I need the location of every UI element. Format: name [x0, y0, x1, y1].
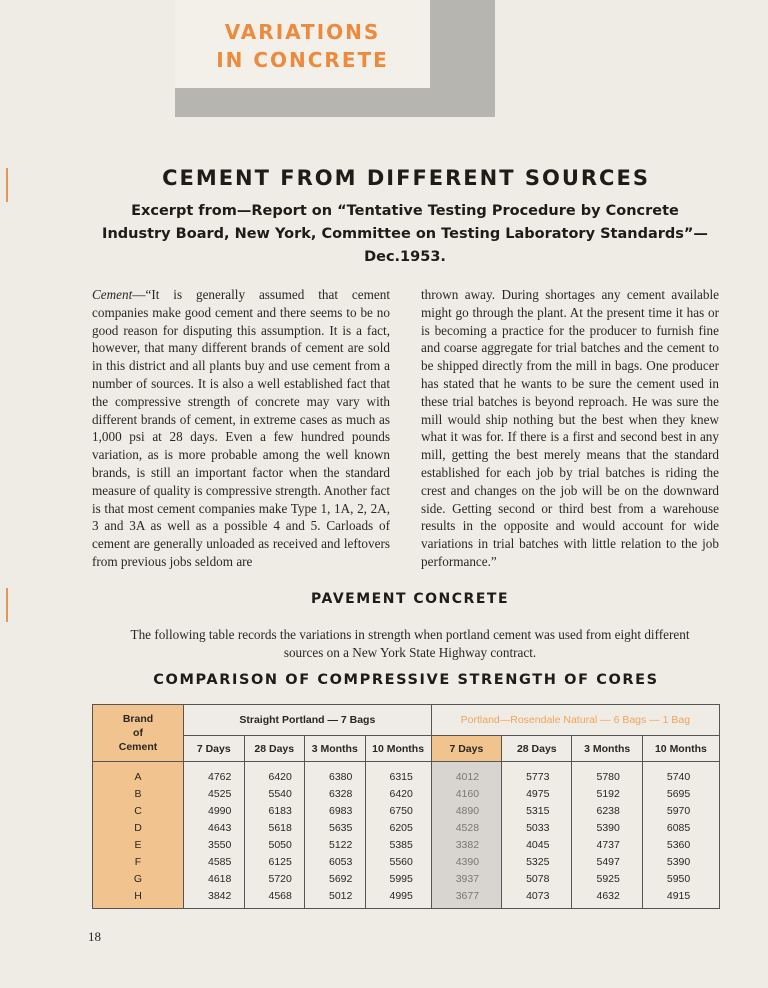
value-cell: 5740	[642, 762, 719, 786]
brand-header-line-2: of	[133, 727, 143, 739]
value-cell: 5560	[365, 853, 431, 870]
column-header: 10 Months	[365, 736, 431, 762]
value-cell: 4585	[184, 853, 245, 870]
column-header: 3 Months	[305, 736, 366, 762]
header-panel	[175, 0, 430, 88]
value-cell: 6315	[365, 762, 431, 786]
value-cell: 4762	[184, 762, 245, 786]
value-cell: 5970	[642, 802, 719, 819]
value-cell: 4073	[502, 887, 572, 909]
table-row	[93, 802, 720, 819]
table-row	[93, 887, 720, 909]
value-cell: 4975	[502, 785, 572, 802]
value-cell: 4528	[431, 819, 501, 836]
value-cell: 6085	[642, 819, 719, 836]
value-cell: 5050	[244, 836, 305, 853]
value-cell: 5780	[572, 762, 642, 786]
value-cell: 6420	[244, 762, 305, 786]
strength-table	[92, 704, 720, 909]
value-cell: 3842	[184, 887, 245, 909]
column-header: 7 Days	[431, 736, 501, 762]
value-cell: 5033	[502, 819, 572, 836]
value-cell: 5950	[642, 870, 719, 887]
brand-cell: F	[93, 853, 184, 870]
value-cell: 5325	[502, 853, 572, 870]
value-cell: 4390	[431, 853, 501, 870]
value-cell: 3550	[184, 836, 245, 853]
table-body	[93, 762, 720, 909]
column-header: 10 Months	[642, 736, 719, 762]
value-cell: 5635	[305, 819, 366, 836]
value-cell: 5390	[642, 853, 719, 870]
value-cell: 5315	[502, 802, 572, 819]
value-cell: 5618	[244, 819, 305, 836]
page-number: 18	[88, 929, 101, 944]
value-cell: 4160	[431, 785, 501, 802]
brand-header-line-1: Brand	[122, 713, 154, 725]
pavement-heading: PAVEMENT CONCRETE	[310, 591, 510, 607]
column-header: 3 Months	[572, 736, 642, 762]
value-cell: 5540	[244, 785, 305, 802]
table-row	[93, 785, 720, 802]
brand-header-line-3: Cement	[118, 741, 158, 753]
table-row	[93, 762, 720, 786]
value-cell: 4012	[431, 762, 501, 786]
value-cell: 3937	[431, 870, 501, 887]
value-cell: 5692	[305, 870, 366, 887]
value-cell: 5995	[365, 870, 431, 887]
article-column-left	[92, 286, 390, 571]
value-cell: 4995	[365, 887, 431, 909]
value-cell: 5078	[502, 870, 572, 887]
value-cell: 6183	[244, 802, 305, 819]
brand-cell: E	[93, 836, 184, 853]
column-header-row	[93, 736, 720, 762]
value-cell: 6238	[572, 802, 642, 819]
brand-cell: D	[93, 819, 184, 836]
table-row	[93, 836, 720, 853]
brand-cell: A	[93, 762, 184, 786]
value-cell: 6983	[305, 802, 366, 819]
value-cell: 4990	[184, 802, 245, 819]
value-cell: 5012	[305, 887, 366, 909]
value-cell: 6053	[305, 853, 366, 870]
article-subtitle: Excerpt from—Report on “Tentative Testing Procedure by Concrete Industry Board, New York, Committee on Testing Laboratory Standards”—Dec.1953.	[102, 203, 708, 265]
section-title	[175, 18, 430, 74]
value-cell: 3382	[431, 836, 501, 853]
value-cell: 4643	[184, 819, 245, 836]
value-cell: 5385	[365, 836, 431, 853]
value-cell: 4045	[502, 836, 572, 853]
value-cell: 4890	[431, 802, 501, 819]
article-column-right: thrown away. During shortages any cement available might go through the plant. At the present time it has or is becoming a practice for the producer to furnish fine and coarse aggregate for trial batches and the cement to be shipped directly from the mill in bags. One producer has stated that he wants to be sure the cement used in these trial batches is beyond reproach. He was sure the mill would ship nothing but the best when they knew what it was for. If there is a first and second best in any mill, getting the best merely means that the standard established for each job by trial batches is riding the crest and changes on the job will be on the downward side. Getting second or third best from a warehouse results in the opposite and would account for wide variations in trial batches with little relation to the job performance.”	[421, 287, 719, 569]
section-title-line-2: IN CONCRETE	[216, 48, 389, 72]
table-row	[93, 853, 720, 870]
value-cell: 5695	[642, 785, 719, 802]
value-cell: 5925	[572, 870, 642, 887]
value-cell: 5497	[572, 853, 642, 870]
table-title: COMPARISON OF COMPRESSIVE STRENGTH OF CORES	[153, 672, 659, 688]
value-cell: 5720	[244, 870, 305, 887]
value-cell: 6205	[365, 819, 431, 836]
article-title: CEMENT FROM DIFFERENT SOURCES	[162, 166, 650, 190]
value-cell: 5390	[572, 819, 642, 836]
value-cell: 5773	[502, 762, 572, 786]
value-cell: 4632	[572, 887, 642, 909]
value-cell: 4737	[572, 836, 642, 853]
value-cell: 5122	[305, 836, 366, 853]
value-cell: 6420	[365, 785, 431, 802]
brand-cell: C	[93, 802, 184, 819]
column-header: 7 Days	[184, 736, 245, 762]
column-header: 28 Days	[244, 736, 305, 762]
value-cell: 6380	[305, 762, 366, 786]
value-cell: 4618	[184, 870, 245, 887]
brand-cell: B	[93, 785, 184, 802]
table-row	[93, 819, 720, 836]
group-header-straight: Straight Portland — 7 Bags	[184, 705, 432, 736]
value-cell: 6750	[365, 802, 431, 819]
value-cell: 5360	[642, 836, 719, 853]
header-block	[175, 0, 495, 117]
value-cell: 5192	[572, 785, 642, 802]
value-cell: 3677	[431, 887, 501, 909]
value-cell: 4915	[642, 887, 719, 909]
pavement-intro: The following table records the variations in strength when portland cement was used from eight different sources on a New York State Highway contract.	[130, 627, 690, 660]
brand-header	[93, 705, 184, 762]
value-cell: 4568	[244, 887, 305, 909]
brand-cell: H	[93, 887, 184, 909]
column-header: 28 Days	[502, 736, 572, 762]
brand-cell: G	[93, 870, 184, 887]
value-cell: 6125	[244, 853, 305, 870]
group-header-rosendale: Portland—Rosendale Natural — 6 Bags — 1 Bag	[431, 705, 719, 736]
value-cell: 4525	[184, 785, 245, 802]
article-lead: Cement	[92, 287, 133, 302]
article-left-text: —“It is generally assumed that cement companies make good cement and there seems to be no good reason for disputing this assumption. It is a fact, however, that many different brands of cement are sold in this district and all plants buy and use cement from a number of sources. It is also a well established fact that the compressive strength of concrete may vary with different brands of cement, in extreme cases as much as 1,000 psi at 28 days. Even a few hundred pounds variation, as is more probable among the well known brands, is still an important factor when the standard measure of quality is compressive strength. Another fact is that most cement companies make Type 1, 1A, 2, 2A, 3 and 3A as well as a possible 4 and 5. Carloads of cement are generally unloaded as received and leftovers from previous jobs seldom are	[92, 287, 390, 569]
section-title-line-1: VARIATIONS	[224, 20, 381, 44]
value-cell: 6328	[305, 785, 366, 802]
table-row	[93, 870, 720, 887]
